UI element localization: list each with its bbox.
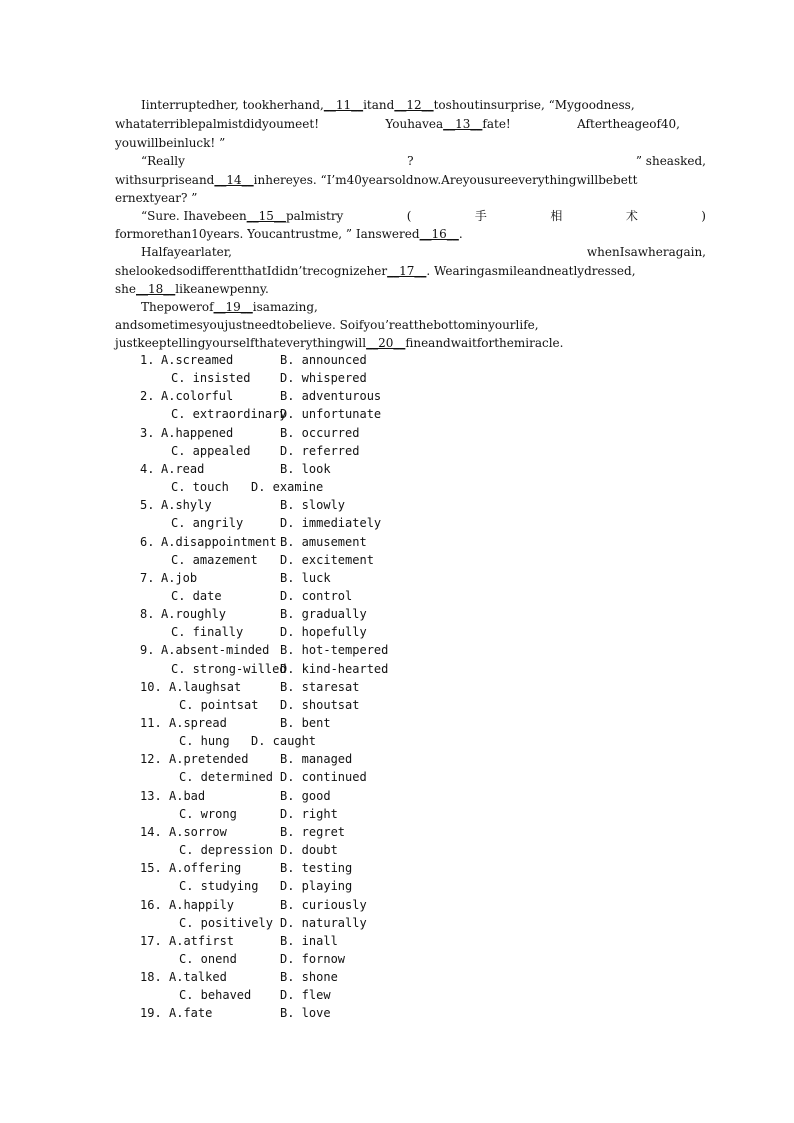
- option-c: C. wrong: [179, 806, 237, 821]
- question-number: 5.: [140, 498, 155, 513]
- option-d: D. immediately: [280, 516, 382, 531]
- option-b: B. adventurous: [280, 389, 382, 404]
- option-a: A.absent-minded: [161, 643, 270, 658]
- option-b: B. look: [280, 461, 331, 476]
- option-a: A.pretended: [169, 752, 249, 767]
- option-c: C. determined: [179, 770, 273, 785]
- question-number: 1.: [140, 353, 155, 367]
- question-number: 3.: [140, 425, 155, 440]
- option-a: A.sorrow: [169, 824, 227, 839]
- option-b: B. luck: [280, 570, 331, 585]
- option-c: C. appealed: [171, 443, 251, 458]
- option-b: B. occurred: [280, 425, 360, 440]
- option-a: A.spread: [169, 716, 227, 730]
- question-number: 7.: [140, 570, 155, 585]
- option-b: B. announced: [280, 353, 367, 367]
- option-b: B. managed: [280, 752, 353, 767]
- option-c: C. behaved: [179, 988, 252, 1003]
- option-b: B. gradually: [280, 607, 367, 622]
- option-d: D. examine: [251, 480, 324, 494]
- option-d: D. excitement: [280, 552, 374, 567]
- option-d: D. right: [280, 806, 338, 821]
- option-d: D. unfortunate: [280, 407, 382, 422]
- option-d: D. hopefully: [280, 625, 367, 640]
- blank-11: __11__: [323, 98, 364, 112]
- option-c: C. pointsat: [179, 697, 259, 712]
- option-a: A.read: [161, 461, 205, 476]
- option-d: D. kind-hearted: [280, 661, 389, 676]
- option-d: D. playing: [280, 879, 353, 894]
- option-d: D. shoutsat: [280, 697, 360, 712]
- option-b: B. slowly: [280, 498, 346, 513]
- question-number: 9.: [140, 643, 155, 658]
- question-number: 11.: [140, 716, 162, 730]
- option-a: A.atfirst: [169, 933, 235, 948]
- passage-line-9: Halfayearlater, whenIsawheragain,: [141, 245, 706, 259]
- option-a: A.screamed: [161, 353, 234, 367]
- option-c: C. touch: [171, 480, 229, 494]
- option-b: B. shone: [280, 970, 338, 985]
- passage-line-4: “Really ? ” sheasked,: [141, 154, 706, 168]
- option-d: D. doubt: [280, 843, 338, 857]
- question-number: 19.: [140, 1006, 162, 1021]
- option-a: A.offering: [169, 861, 242, 876]
- passage-line-11: she __18__ likeanewpenny.: [115, 282, 269, 296]
- option-b: B. love: [280, 1006, 331, 1021]
- option-d: D. control: [280, 588, 353, 603]
- question-number: 12.: [140, 752, 162, 767]
- blank-14: __14__: [214, 173, 254, 187]
- passage-line-6: ernextyear? ”: [115, 191, 198, 205]
- passage-line-3: youwillbeinluck! ”: [115, 136, 226, 150]
- option-a: A.bad: [169, 788, 206, 803]
- blank-18: __18__: [136, 282, 176, 296]
- question-number: 2.: [140, 389, 155, 404]
- option-c: C. amazement: [171, 552, 258, 567]
- option-b: B. staresat: [280, 679, 360, 694]
- option-b: B. inall: [280, 933, 338, 948]
- question-number: 13.: [140, 788, 162, 803]
- passage-line-12: Thepowerof __19__ isamazing,: [141, 300, 318, 314]
- option-a: A.job: [161, 570, 198, 585]
- option-b: B. bent: [280, 716, 331, 730]
- option-c: C. hung: [179, 734, 230, 749]
- question-number: 17.: [140, 933, 162, 948]
- option-c: C. insisted: [171, 371, 251, 386]
- option-d: D. continued: [280, 770, 367, 785]
- option-a: A.shyly: [161, 498, 212, 513]
- question-number: 8.: [140, 607, 155, 622]
- blank-15: __15__: [246, 209, 286, 223]
- option-d: D. fornow: [280, 951, 346, 966]
- option-c: C. finally: [171, 625, 244, 640]
- option-b: B. curiously: [280, 897, 367, 912]
- question-number: 15.: [140, 861, 162, 876]
- option-b: B. amusement: [280, 534, 367, 549]
- option-a: A.roughly: [161, 607, 227, 622]
- option-c: C. angrily: [171, 516, 244, 531]
- option-a: A.happened: [161, 425, 234, 440]
- question-number: 16.: [140, 897, 162, 912]
- passage-line-13: andsometimesyoujustneedtobelieve. Soifyou’reatthebottominyourlife,: [115, 318, 539, 332]
- option-d: D. whispered: [280, 371, 367, 386]
- option-b: B. regret: [280, 824, 346, 839]
- option-d: D. naturally: [280, 915, 367, 930]
- passage-line-7: “Sure. Ihavebeen__15__palmistry ( 手 相 术 ): [141, 209, 706, 223]
- question-number: 10.: [140, 679, 162, 694]
- blank-17: __17__: [387, 264, 427, 278]
- blank-19: __19__: [213, 300, 253, 314]
- option-a: A.laughsat: [169, 679, 242, 694]
- passage-line-8: formorethan10years. Youcantrustme, ” Ianswered __16__ .: [115, 227, 463, 241]
- option-a: A.disappointment: [161, 534, 277, 549]
- option-a: A.fate: [169, 1006, 213, 1021]
- blank-13: __13__: [443, 117, 483, 131]
- option-c: C. positively: [179, 915, 273, 930]
- question-number: 14.: [140, 824, 162, 839]
- option-c: C. depression: [179, 843, 273, 857]
- blank-12: __12__: [394, 98, 434, 112]
- passage-line-1: Iinterruptedher, tookherhand, __11__ itand __12__ toshoutinsurprise, “Mygoodness,: [141, 98, 635, 112]
- option-d: D. referred: [280, 443, 360, 458]
- option-b: B. good: [280, 788, 331, 803]
- option-d: D. flew: [280, 988, 331, 1003]
- passage-line-2: whataterriblepalmistdidyoumeet! Youhavea__13__fate! Aftertheageof40,: [115, 117, 680, 131]
- blank-16: __16__: [419, 227, 459, 241]
- option-a: A.colorful: [161, 389, 234, 404]
- option-a: A.talked: [169, 970, 227, 985]
- option-c: C. date: [171, 588, 222, 603]
- question-number: 6.: [140, 534, 155, 549]
- option-c: C. extraordinary: [171, 407, 287, 422]
- option-b: B. hot-tempered: [280, 643, 389, 658]
- blank-20: __20__: [366, 336, 406, 350]
- option-b: B. testing: [280, 861, 353, 876]
- question-number: 18.: [140, 970, 162, 985]
- question-number: 4.: [140, 461, 155, 476]
- option-c: C. studying: [179, 879, 259, 894]
- option-c: C. onend: [179, 951, 237, 966]
- option-c: C. strong-willed: [171, 661, 287, 676]
- passage-line-14: justkeeptellingyourselfthateverythingwill __20__ fineandwaitforthemiracle.: [115, 336, 564, 350]
- option-a: A.happily: [169, 897, 235, 912]
- passage-line-5: withsurpriseand __14__ inhereyes. “I’m40yearsoldnow.Areyousureeverythingwillbebett: [115, 173, 638, 187]
- option-d: D. caught: [251, 734, 317, 749]
- passage-line-10: shelookedsodifferentthatIdidn’trecognizeher __17__ . Wearingasmileandneatlydressed,: [115, 264, 636, 278]
